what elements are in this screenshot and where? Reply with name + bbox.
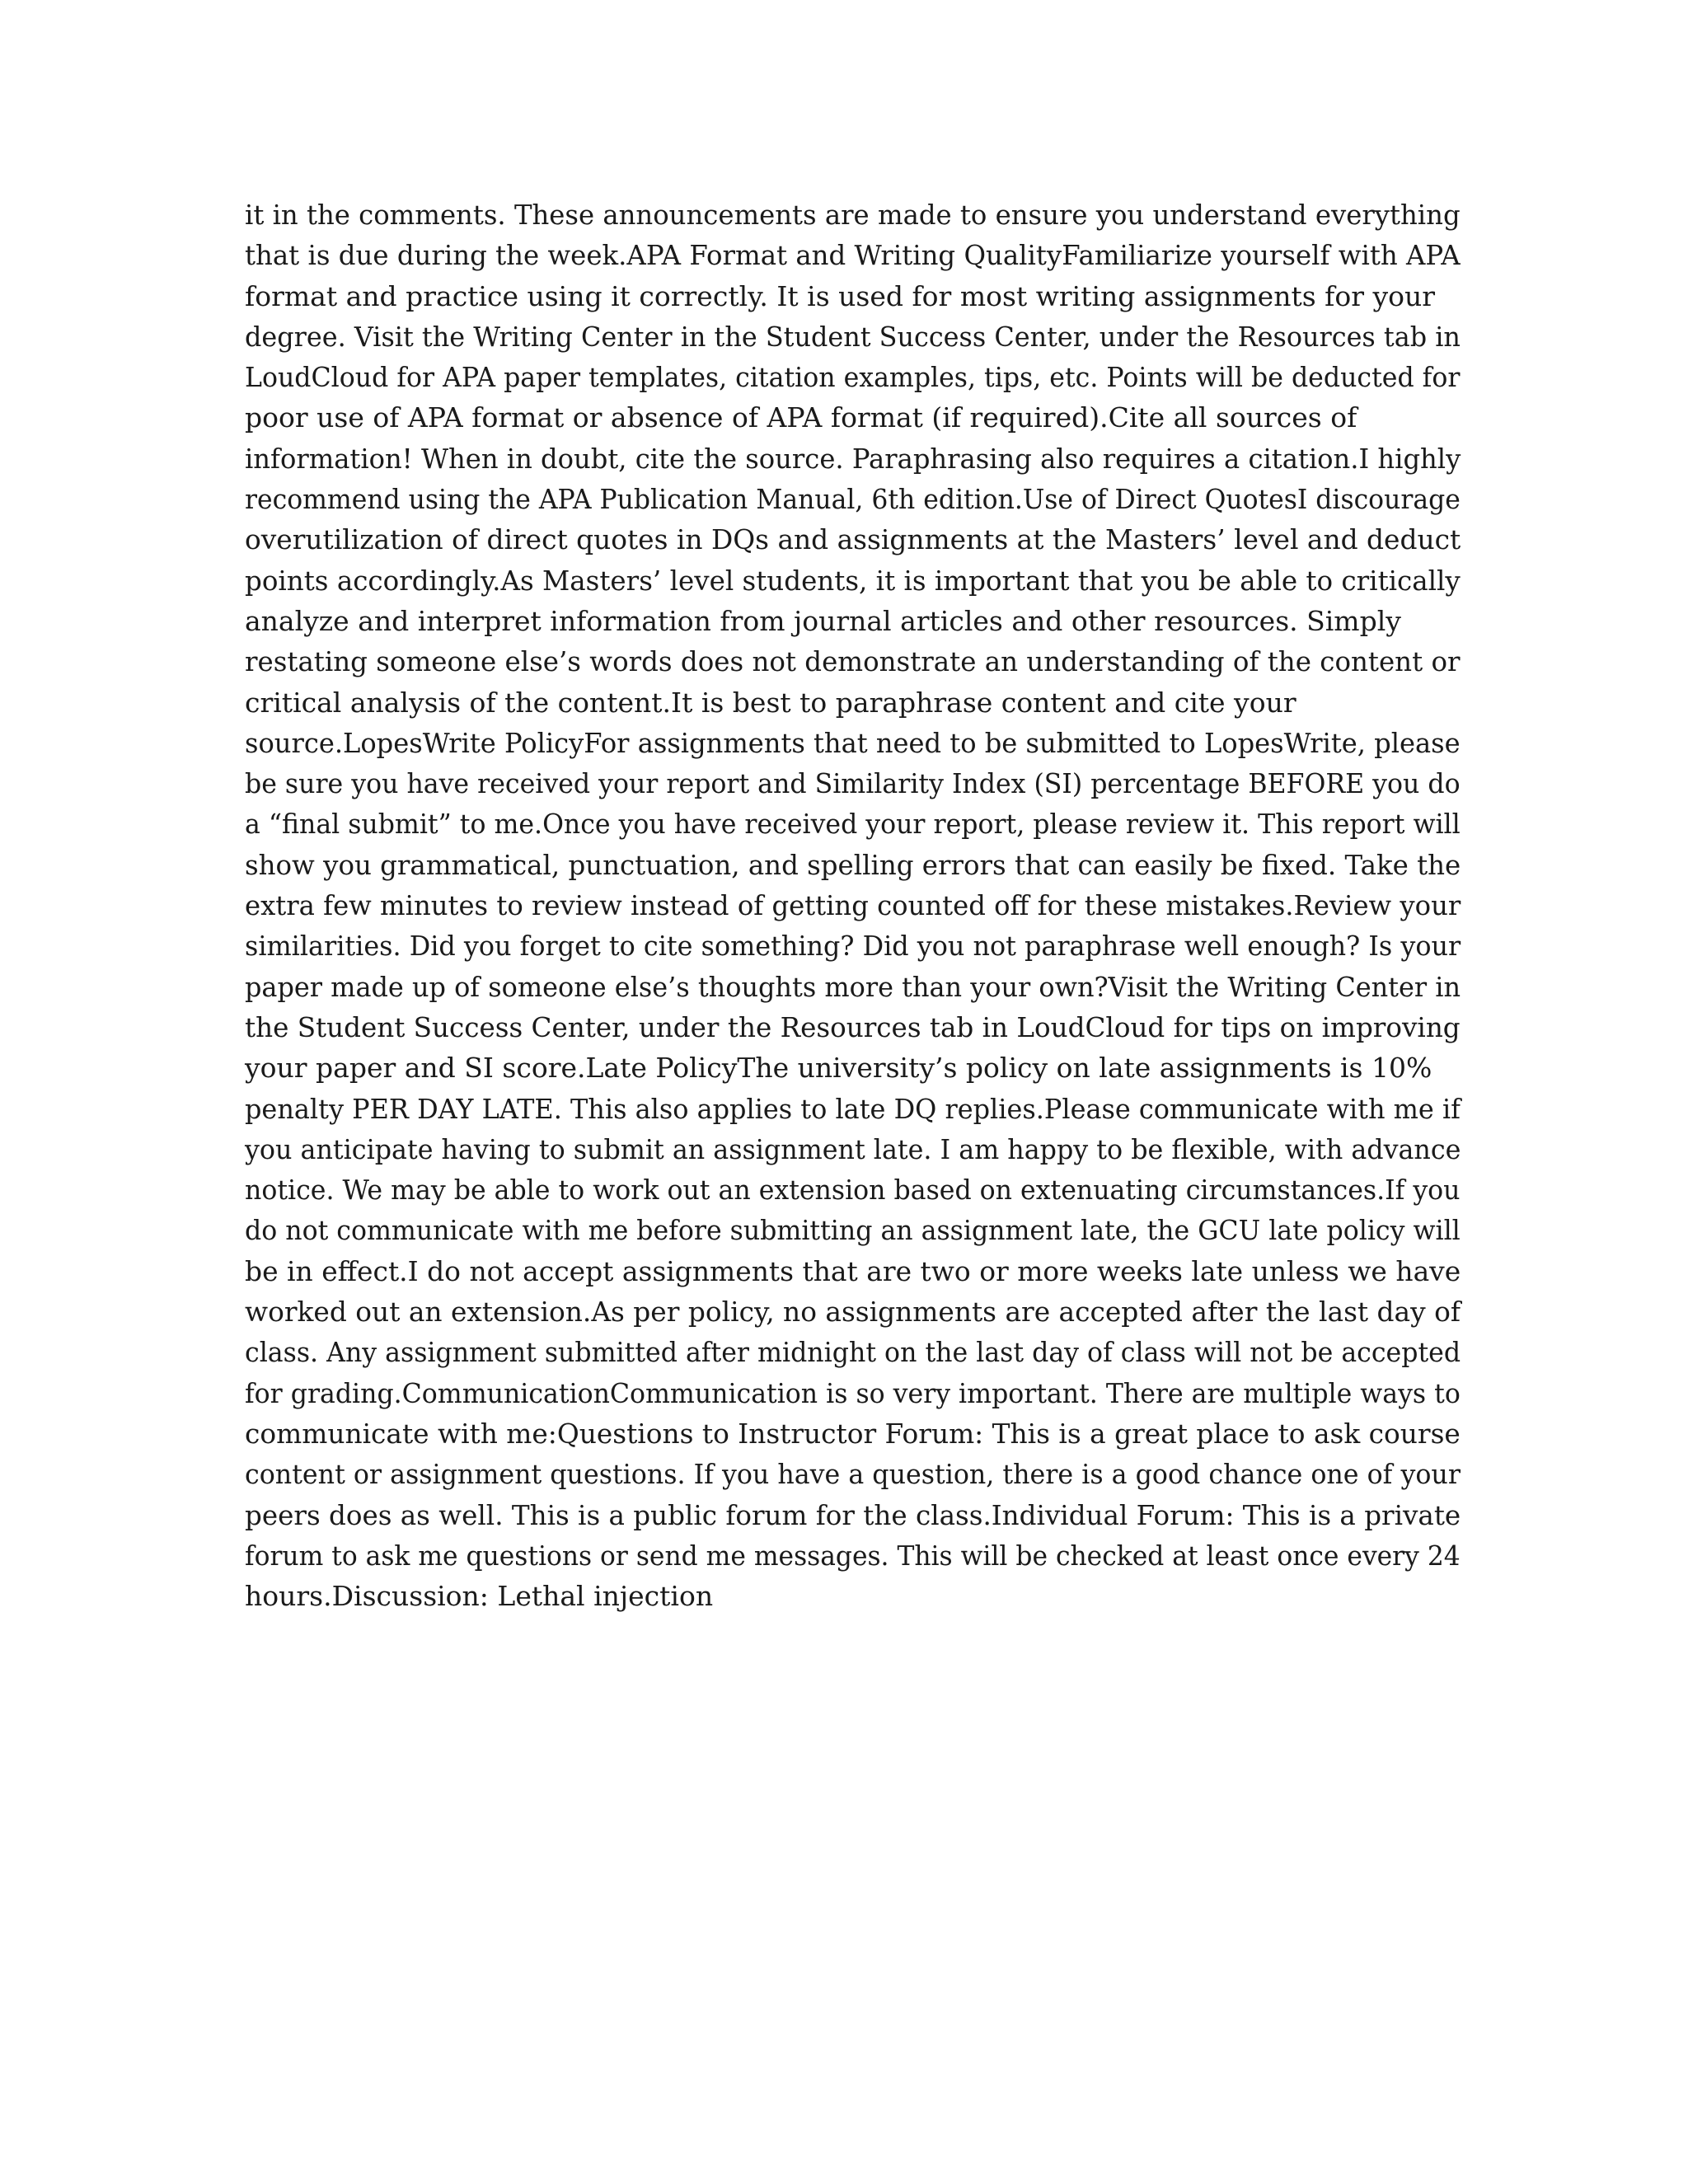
text-line: points accordingly.As Masters’ level students, it is important that you be able to critically — [245, 564, 1461, 597]
text-line: for grading.CommunicationCommunication is so very important. There are multiple ways to — [245, 1376, 1461, 1409]
text-line: poor use of APA format or absence of APA format (if required).Cite all sources of — [245, 401, 1357, 434]
text-line: notice. We may be able to work out an extension based on extenuating circumstances.If you — [245, 1174, 1461, 1207]
text-line: that is due during the week.APA Format and Writing QualityFamiliarize yourself with APA — [245, 239, 1461, 272]
text-line: format and practice using it correctly. It is used for most writing assignments for your — [245, 279, 1436, 312]
text-line: forum to ask me questions or send me messages. This will be checked at least once every 24 — [245, 1539, 1461, 1572]
text-line: critical analysis of the content.It is best to paraphrase content and cite your — [245, 686, 1296, 719]
text-line: communicate with me:Questions to Instructor Forum: This is a great place to ask course — [245, 1417, 1461, 1450]
text-line: information! When in doubt, cite the source. Paraphrasing also requires a citation.I highly — [245, 442, 1461, 475]
text-line: peers does as well. This is a public forum for the class.Individual Forum: This is a private — [245, 1498, 1461, 1531]
text-line: analyze and interpret information from journal articles and other resources. Simply — [245, 604, 1401, 637]
text-line: the Student Success Center, under the Resources tab in LoudCloud for tips on improving — [245, 1010, 1461, 1043]
text-line: worked out an extension.As per policy, no assignments are accepted after the last day of — [245, 1296, 1461, 1329]
text-line: LoudCloud for APA paper templates, citation examples, tips, etc. Points will be deducted for — [245, 361, 1461, 394]
text-line: overutilization of direct quotes in DQs and assignments at the Masters’ level and deduct — [245, 523, 1461, 556]
text-line: class. Any assignment submitted after midnight on the last day of class will not be accepted — [245, 1336, 1461, 1369]
text-line: do not communicate with me before submitting an assignment late, the GCU late policy will — [245, 1214, 1461, 1247]
text-line: similarities. Did you forget to cite something? Did you not paraphrase well enough? Is your — [245, 930, 1461, 963]
text-line: be in effect.I do not accept assignments that are two or more weeks late unless we have — [245, 1254, 1461, 1287]
text-line: extra few minutes to review instead of getting counted off for these mistakes.Review your — [245, 889, 1461, 922]
text-line: restating someone else’s words does not demonstrate an understanding of the content or — [245, 645, 1461, 678]
text-line: you anticipate having to submit an assignment late. I am happy to be flexible, with advance — [245, 1132, 1461, 1165]
text-line: content or assignment questions. If you have a question, there is a good chance one of your — [245, 1458, 1461, 1491]
text-line: be sure you have received your report and Similarity Index (SI) percentage BEFORE you do — [245, 767, 1461, 800]
text-line: recommend using the APA Publication Manual, 6th edition.Use of Direct QuotesI discourage — [245, 483, 1461, 516]
text-line: penalty PER DAY LATE. This also applies to late DQ replies.Please communicate with me if — [245, 1092, 1461, 1125]
text-line: a “final submit” to me.Once you have received your report, please review it. This report will — [245, 808, 1461, 841]
text-line: degree. Visit the Writing Center in the Student Success Center, under the Resources tab in — [245, 320, 1461, 353]
text-line: hours.Discussion: Lethal injection — [245, 1580, 714, 1613]
body-text — [245, 194, 1461, 1616]
text-line: source.LopesWrite PolicyFor assignments that need to be submitted to LopesWrite, please — [245, 726, 1461, 759]
text-line: paper made up of someone else’s thoughts more than your own?Visit the Writing Center in — [245, 970, 1461, 1003]
text-line: your paper and SI score.Late PolicyThe university’s policy on late assignments is 10% — [245, 1052, 1432, 1085]
text-line: show you grammatical, punctuation, and spelling errors that can easily be fixed. Take the — [245, 848, 1461, 881]
text-line: it in the comments. These announcements are made to ensure you understand everything — [245, 199, 1461, 231]
